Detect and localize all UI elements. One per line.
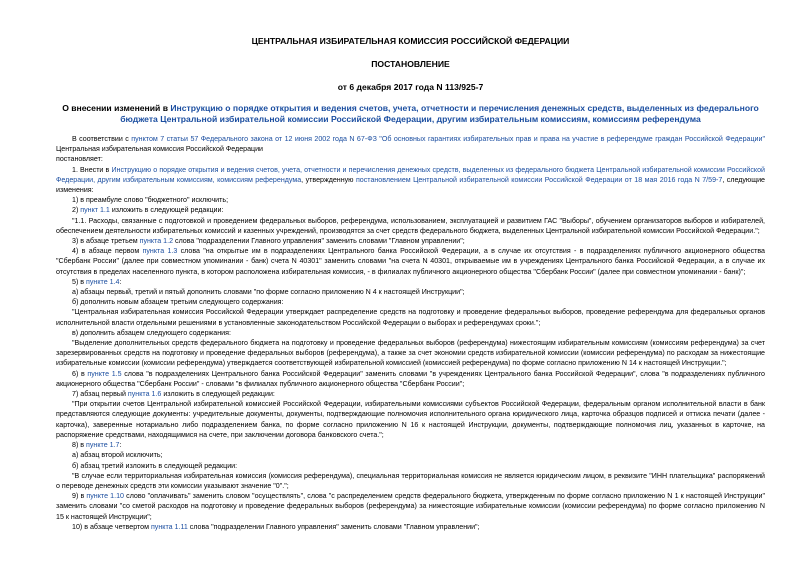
item-text: слова "в подразделениях Центрального банка Российской Федерации" заменить словами "в учреждениях Центрального банка Российской Федерации", слова "в подразделениях публичного акционерного общества "Сбербанк России" - словами "в филиалах публичного акционерного общества "Сбербанк России"; [56,369,765,388]
item-8-a: а) абзац второй исключить; [72,451,163,460]
preamble-text: Центральная избирательная комиссия Российской Федерации [56,145,264,154]
item-text: слова "на открытые им в подразделениях Центрального банка Российской Федерации, а в случае их отсутствия - в подразделениях публичного акционерного общества "Сбербанк России" (далее при совместном упоминании - банк) счета N 40301" заменить словами "на счета N 40301, открываемые им в учреждениях Центрального банка Российской Федерации, а в случае их отсутствия в пределах населенного пункта, в котором расположена избирательная комиссия, - в филиалах публичного акционерного общества "Сбербанк России" (далее при совместном упоминании - банк)"; [56,247,765,276]
item-text: : [119,441,122,450]
item-text: 4) в абзаце первом [72,247,143,256]
item-5 [56,277,765,287]
item-5-a: а) абзацы первый, третий и пятый дополнить словами "по форме согласно приложению N 4 к настоящей Инструкции"; [72,288,465,297]
item-text: 7) абзац первый [72,390,128,399]
item-7-quote: "При открытии счетов Центральной избирательной комиссией Российской Федерации, избирательными комиссиями субъектов Российской Федерации, федеральным органом исполнительной власти в банк представляются следующие документы: учредительные документы, документы, подтверждающие полномочия исполнительного органа юридического лица, карточка образцов подписей и оттиска печати (далее - карточка), заверенные нотариально либо подразделением банка, по форме согласно приложению N 16 к настоящей Инструкции, документы, подтверждающие полномочия лиц, указанных в карточке, на распоряжение средствами, находящимися на счете, при заключении договора банковского счета."; [56,400,765,439]
document-title [56,103,765,125]
item-text: 3) в абзаце третьем [72,237,140,246]
clause-1-6-link[interactable]: пункта 1.6 [127,390,162,399]
item-5-c-quote: "Выделение дополнительных средств федерального бюджета на подготовку и проведение федеральных выборов (референдума) нижестоящим избирательным комиссиям (комиссиям референдума) за счет зарезервированных средств на подготовку и проведение федеральных выборов (референдума), а также за счет экономии средств избирательной комиссии (комиссии референдума) по расходам за нижестоящие избирательные комиссии (комиссии референдума) утверждается соответствующей избирательной комиссией (комиссией референдума) по форме согласно приложению N 14 к настоящей Инструкции."; [56,339,765,368]
item-10 [56,522,765,532]
preamble-text: В соответствии с [72,135,132,143]
item-text: 6) в [72,369,88,378]
item-text: 8) в [72,441,87,450]
item-text: слово "оплачивать" заменить словом "осуществлять", слова "с распределением средств федерального бюджета, утвержденным по форме согласно приложению N 1 к настоящей Инструкции" заменить словами "со сметой расходов на подготовку и проведение федеральных выборов (референдума) за нижестоящие избирательные комиссии (комиссии референдума) по форме согласно приложению N 15 к настоящей Инструкции"; [56,492,765,521]
item-text: слова "подразделении Главного управления" заменить словами "Главном управлении"; [173,237,465,246]
item-9 [56,491,765,522]
item-text: : [119,277,122,286]
instruction-link[interactable]: Инструкцию о порядке открытия и ведения счетов, учета, отчетности и перечисления денежных средств, выделенных из федерального бюджета Центральной избирательной комиссии Российской Федерации, другим избирательным комиссиям, комиссиям референдума [120,103,759,124]
document-type: ПОСТАНОВЛЕНИЕ [371,59,450,69]
document-date-number: от 6 декабря 2017 года N 113/925-7 [337,82,484,92]
item-5-b-quote: "Центральная избирательная комиссия Российской Федерации утверждает распределение средств на подготовку и проведение федеральных выборов, проведение референдума для федеральных органов исполнительной власти отдельными решениями в установленные законодательством Российской Федерации о выборах и референдумах сроки."; [56,308,765,327]
resolution-link[interactable]: постановлением Центральной избирательной комиссии Российской Федерации от 18 мая 2016 года N 7/59-7 [355,175,723,184]
item-text: изложить в следующей редакции: [161,390,275,399]
clause-1-4-link[interactable]: пункте 1.4 [86,277,120,286]
item-2-quote: "1.1. Расходы, связанные с подготовкой и проведением федеральных выборов, референдума, использованием, эксплуатацией и развитием ГАС "Выборы", обучением организаторов выборов и избирателей, обеспечением деятельности избирательных комиссий и казенных учреждений, производятся за счет средств федерального бюджета, выделенных Центральной избирательной комиссии Российской Федерации."; [56,216,765,235]
clause-1-10-link[interactable]: пункте 1.10 [86,492,124,501]
item-1: 1) в преамбуле слово "бюджетного" исключить; [72,196,229,205]
paragraph-1 [56,165,765,196]
item-text: 2) [72,206,81,215]
document-title-text: О внесении изменений в [62,103,171,113]
decides-line: постановляет: [56,155,103,164]
item-6 [56,369,765,389]
clause-1-2-link[interactable]: пункта 1.2 [139,237,174,246]
item-7 [56,389,765,399]
item-text: 5) в [72,277,87,286]
item-8-b: б) абзац третий изложить в следующей редакции: [72,461,238,470]
preamble-paragraph [56,134,765,154]
paragraph-text: , следующие изменения: [56,175,765,195]
paragraph-text: , утвержденную [301,175,356,184]
item-5-b: б) дополнить новым абзацем третьим следующего содержания: [72,298,284,307]
clause-1-11-link[interactable]: пункта 1.11 [150,522,188,531]
item-text: слова "подразделении Главного управления" заменить словами "Главном управлении"; [187,522,480,531]
paragraph-text: 1. Внести в [72,165,112,174]
federal-law-link[interactable]: пунктом 7 статьи 57 Федерального закона от 12 июня 2002 года N 67-ФЗ "Об основных гарантиях избирательных прав и права на участие в референдуме граждан Российской Федерации" [131,135,765,143]
clause-1-5-link[interactable]: пункте 1.5 [87,369,122,378]
clause-1-3-link[interactable]: пункта 1.3 [142,247,178,256]
item-5-c: в) дополнить абзацем следующего содержания: [72,328,231,337]
item-2 [56,205,765,215]
item-8-b-quote: "В случае если территориальная избирательная комиссия (комиссия референдума), специальная территориальная комиссия не является юридическим лицом, в реквизите "ИНН плательщика" распоряжений о переводе денежных средств эти комиссии указывают значение "0"."; [56,471,765,490]
item-8 [56,440,765,450]
item-text: 9) в [72,492,87,501]
instruction-link[interactable]: Инструкцию о порядке открытия и ведения счетов, учета, отчетности и перечисления денежных средств, выделенных из федерального бюджета Центральной избирательной комиссии Российской Федерации, другим избирательным комиссиям, комиссиям референдума [56,165,765,184]
item-text: изложить в следующей редакции: [109,206,224,215]
item-text: 10) в абзаце четвертом [72,522,151,531]
item-3 [56,236,765,246]
clause-1-7-link[interactable]: пункте 1.7 [86,441,120,450]
item-4 [56,246,765,277]
issuing-organization: ЦЕНТРАЛЬНАЯ ИЗБИРАТЕЛЬНАЯ КОМИССИЯ РОССИЙСКОЙ ФЕДЕРАЦИИ [251,36,570,46]
clause-1-1-link[interactable]: пункт 1.1 [80,206,110,215]
